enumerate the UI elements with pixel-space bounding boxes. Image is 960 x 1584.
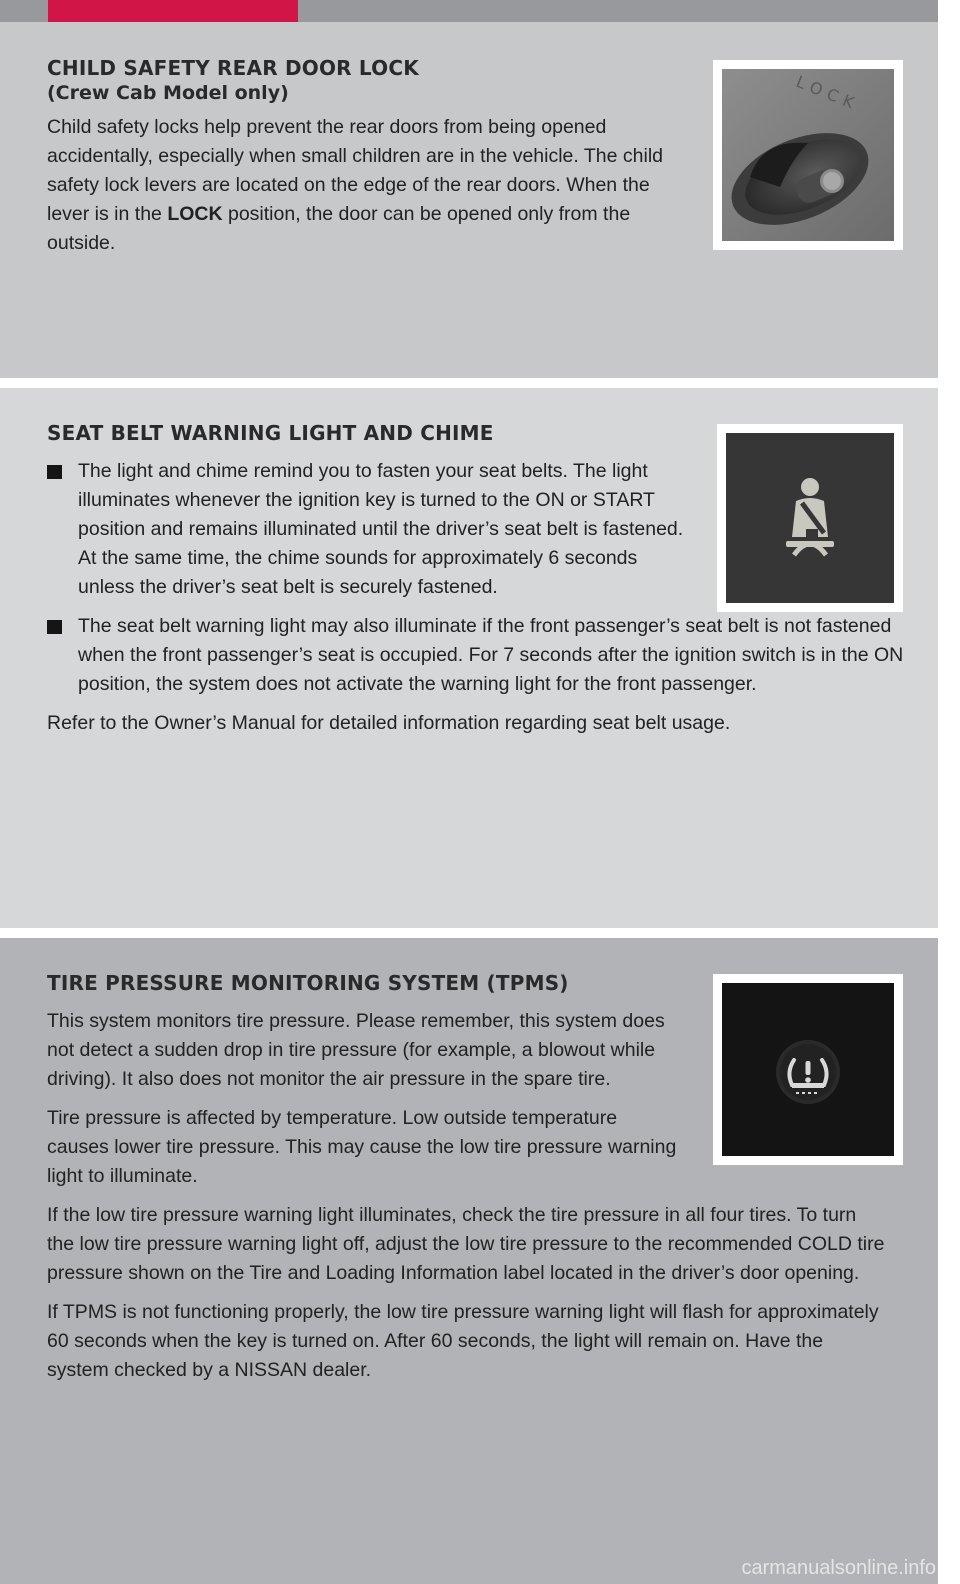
tpms-section <box>0 938 938 1584</box>
child-lock-lever-icon <box>722 69 894 241</box>
tpms-paragraph-2: Tire pressure is affected by temperature. Low outside temperature causes lower tire pressure. This may cause the low tire pressure warning light to illuminate. <box>47 1107 677 1187</box>
tpms-warning-icon <box>722 983 894 1156</box>
child-lock-photo <box>713 60 903 250</box>
seat-belt-note: Refer to the Owner’s Manual for detailed information regarding seat belt usage. <box>47 712 731 734</box>
seat-belt-section <box>0 388 938 928</box>
seat-belt-bullet-1: The light and chime remind you to fasten your seat belts. The light illuminates whenever the ignition key is turned to the ON or START position and remains illuminated until the driver’s seat belt is fastened. At the same time, the chime sounds for approximately 6 seconds unless the driver’s seat belt is securely fastened. <box>47 457 698 602</box>
child-lock-body: Child safety locks help prevent the rear doors from being opened accidentally, especially when small children are in the vehicle. The child safety lock levers are located on the edge of the rear doors. When the lever is in the LOCK position, the door can be opened only from the outside. <box>47 116 664 254</box>
seat-belt-title: SEAT BELT WARNING LIGHT AND CHIME <box>47 421 494 445</box>
tpms-title: TIRE PRESSURE MONITORING SYSTEM (TPMS) <box>47 971 569 995</box>
top-bar <box>0 0 938 22</box>
bullet-square-icon <box>47 620 62 634</box>
seat-belt-photo <box>717 424 903 612</box>
tpms-paragraph-4: If TPMS is not functioning properly, the low tire pressure warning light will flash for approximately 60 seconds when the key is turned on. After 60 seconds, the light will remain on. Have the system checked by a NISSAN dealer. <box>47 1301 879 1381</box>
seat-belt-bullet-2: The seat belt warning light may also illuminate if the front passenger’s seat belt is not fastened when the front passenger’s seat is occupied. For 7 seconds after the ignition switch is in the ON position, the system does not activate the warning light for the front passenger. <box>47 612 908 699</box>
tpms-paragraph-1: This system monitors tire pressure. Please remember, this system does not detect a sudden drop in tire pressure (for example, a blowout while driving). It also does not monitor the air pressure in the spare tire. <box>47 1010 665 1090</box>
child-lock-section <box>0 22 938 378</box>
lock-keyword: LOCK <box>167 203 223 225</box>
watermark-text: carmanualsonline.info <box>741 1557 936 1579</box>
svg-text:LOCK: LOCK <box>793 71 863 115</box>
top-bar-accent <box>48 0 298 22</box>
child-lock-subtitle: (Crew Cab Model only) <box>47 82 289 104</box>
seat-belt-warning-icon <box>726 433 894 603</box>
child-lock-title: CHILD SAFETY REAR DOOR LOCK <box>47 56 419 80</box>
tpms-photo <box>713 974 903 1165</box>
bullet-square-icon <box>47 465 62 479</box>
tpms-paragraph-3: If the low tire pressure warning light illuminates, check the tire pressure in all four tires. To turn the low tire pressure warning light off, adjust the low tire pressure to the recommended COLD tire pressure shown on the Tire and Loading Information label located in the driver’s door opening. <box>47 1204 885 1284</box>
